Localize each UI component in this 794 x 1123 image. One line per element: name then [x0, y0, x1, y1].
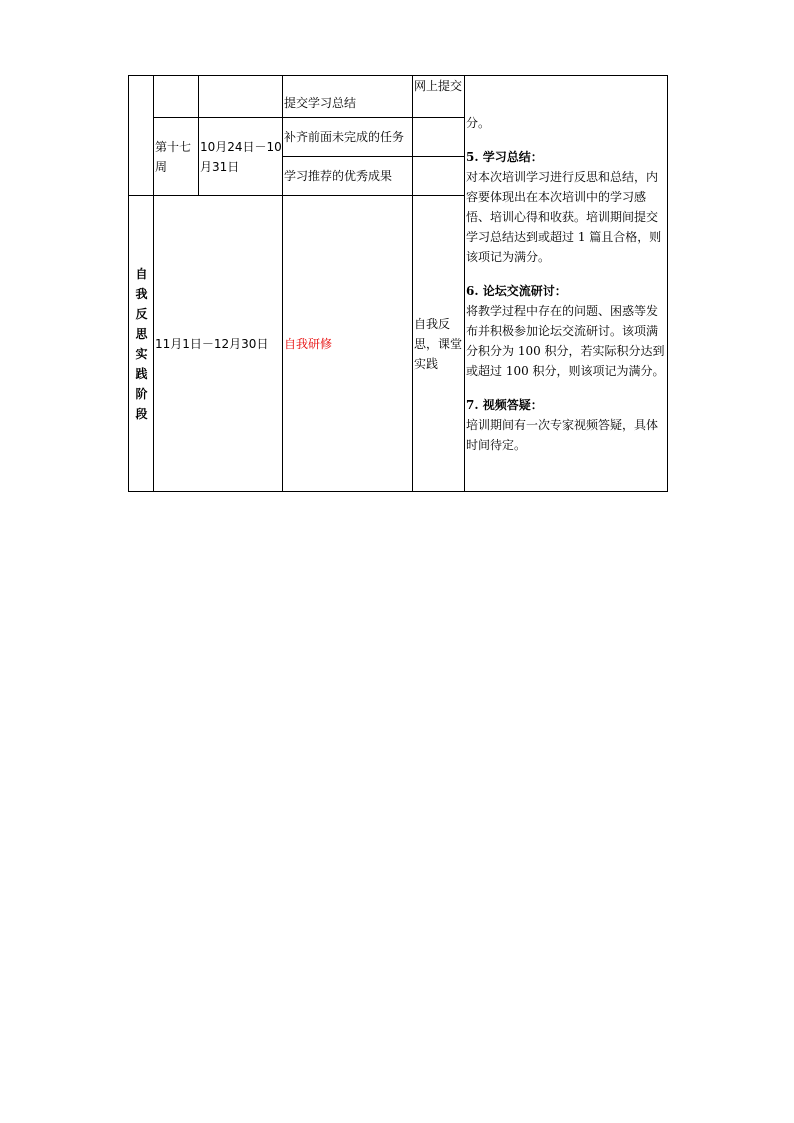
notes-body-7: 培训期间有一次专家视频答疑，具体时间待定。: [466, 417, 659, 452]
task-cell: 学习推荐的优秀成果: [283, 157, 413, 196]
phase-char: 思: [135, 326, 148, 341]
task-cell: 补齐前面未完成的任务: [283, 118, 413, 157]
phase-cell-continued: [129, 76, 154, 196]
assessment-notes-cell: [465, 76, 668, 492]
phase-char: 自: [135, 266, 148, 281]
training-schedule-table: [128, 75, 668, 492]
notes-heading-5: 5. 学习总结：: [466, 149, 543, 164]
notes-body-5: 对本次培训学习进行反思和总结，内容要体现出在本次培训中的学习感悟、培训心得和收获。培训期间提交学习总结达到或超过 1 篇且合格，则该项记为满分。: [466, 169, 662, 264]
phase-char: 阶: [135, 386, 148, 401]
date-cell: 11月1日－12月30日: [154, 196, 283, 492]
task-cell: 提交学习总结: [283, 76, 413, 118]
phase-cell: [129, 196, 154, 492]
method-cell: 自我反思，课堂实践: [413, 196, 465, 492]
notes-heading-6: 6. 论坛交流研讨：: [466, 283, 567, 298]
phase-char: 实: [135, 346, 148, 361]
notes-lead: 分。: [466, 115, 491, 130]
method-cell: 网上提交: [413, 76, 465, 118]
date-cell: 10月24日－10月31日: [199, 118, 283, 196]
phase-char: 践: [135, 366, 148, 381]
week-cell: 第十七周: [154, 118, 199, 196]
notes-heading-7: 7. 视频答疑：: [466, 397, 543, 412]
phase-char: 段: [135, 406, 148, 421]
phase-char: 反: [135, 306, 148, 321]
phase-char: 我: [135, 286, 148, 301]
method-cell-empty: [413, 157, 465, 196]
week-cell-empty: [154, 76, 199, 118]
table-row: [129, 76, 668, 118]
method-cell-empty: [413, 118, 465, 157]
notes-body-6: 将教学过程中存在的问题、困惑等发布并积极参加论坛交流研讨。该项满分积分为 100 积分，若实际积分达到或超过 100 积分，则该项记为满分。: [466, 303, 665, 378]
date-cell-empty: [199, 76, 283, 118]
task-cell-highlight: 自我研修: [283, 196, 413, 492]
